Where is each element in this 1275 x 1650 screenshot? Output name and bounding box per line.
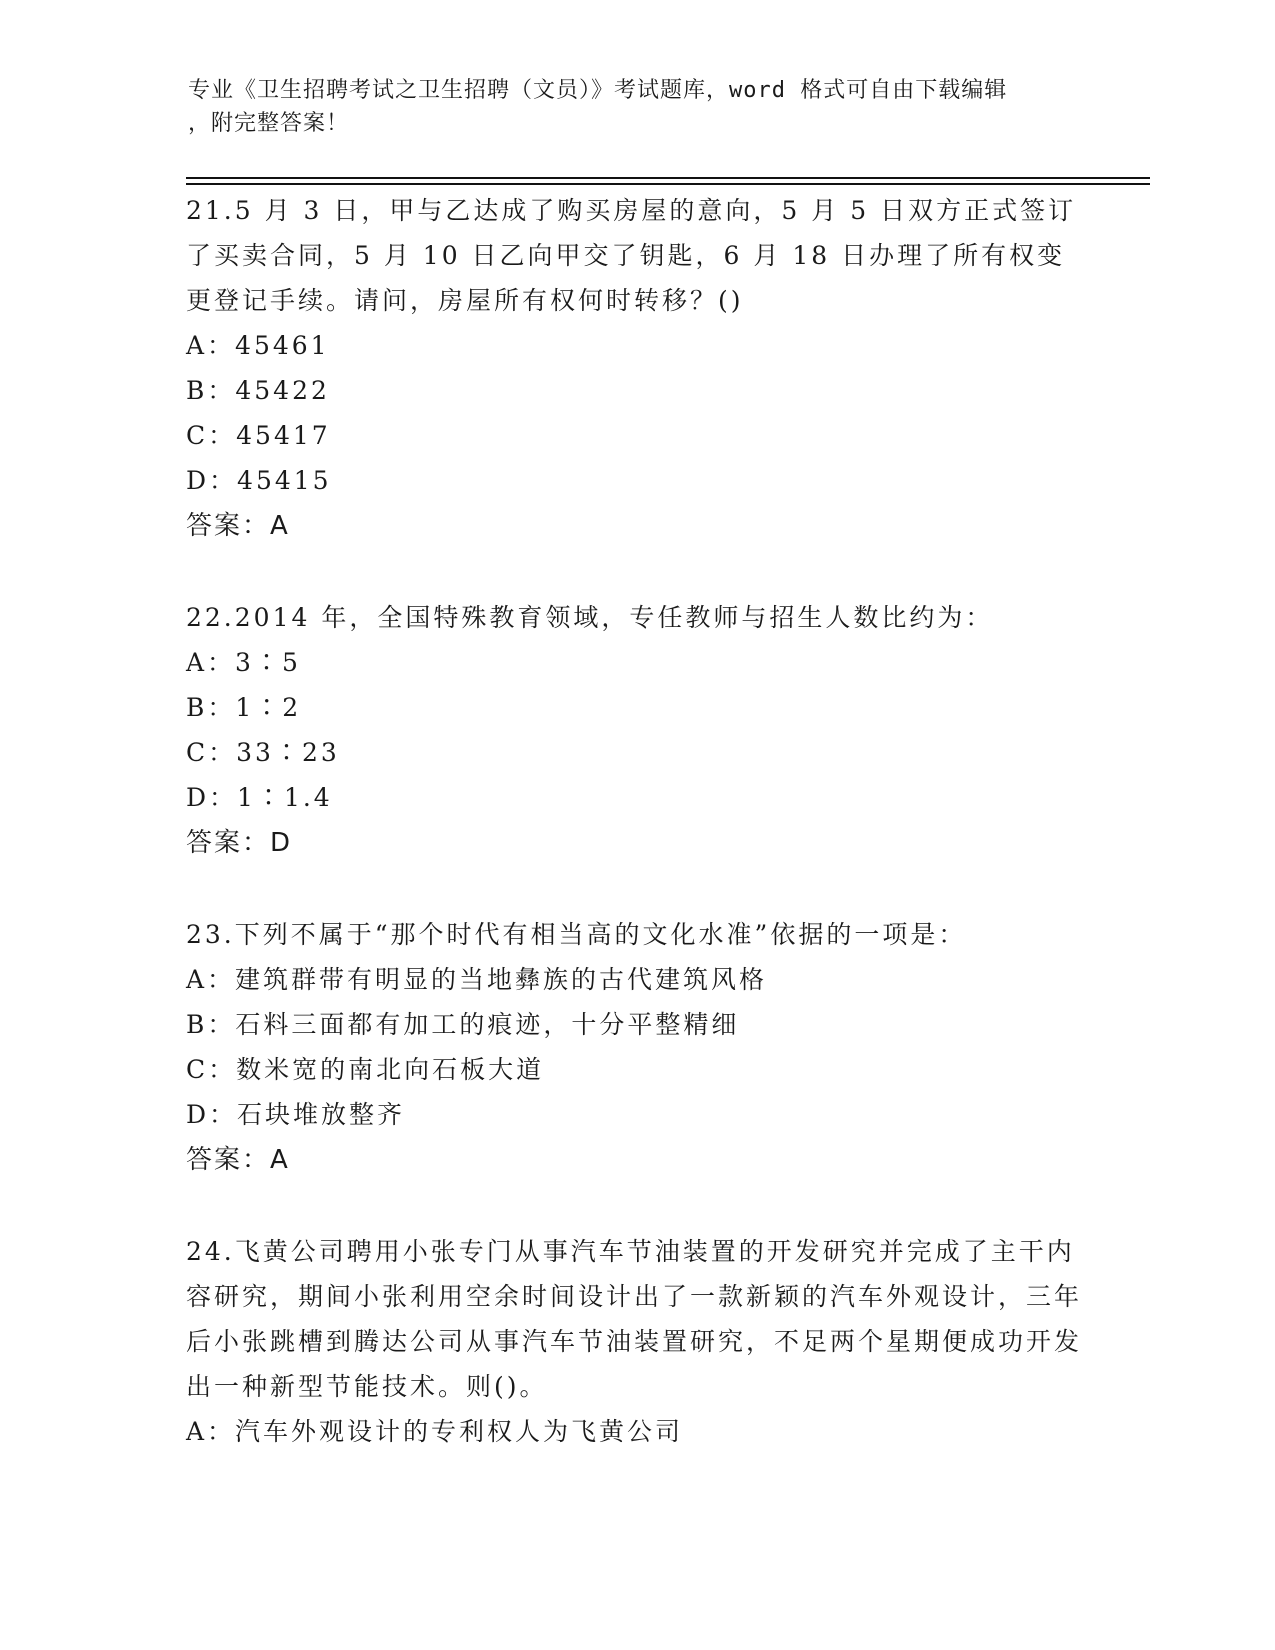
spacer — [186, 1183, 1086, 1229]
option-c: C：45417 — [186, 421, 331, 450]
question-stem: 21.5 月 3 日，甲与乙达成了购买房屋的意向，5 月 5 日双方正式签订了买卖合同，5 月 10 日乙向甲交了钥匙，6 月 18 日办理了所有权变更登记手续。请问，房屋所有权何时转移？() — [186, 196, 1077, 315]
header-divider-top — [186, 177, 1150, 179]
question-list — [186, 188, 1086, 1454]
question-stem: 22.2014 年，全国特殊教育领域，专任教师与招生人数比约为： — [186, 603, 994, 632]
option-a: A：3∶5 — [186, 648, 301, 677]
spacer — [186, 866, 1086, 912]
option-d: D：1∶1.4 — [186, 783, 333, 812]
question-21 — [186, 188, 1086, 549]
option-c: C：数米宽的南北向石板大道 — [186, 1055, 545, 1084]
option-a: A：45461 — [186, 331, 330, 360]
question-stem: 23.下列不属于“那个时代有相当高的文化水准”依据的一项是： — [186, 920, 967, 949]
option-d: D：石块堆放整齐 — [186, 1100, 406, 1129]
option-a: A：建筑群带有明显的当地彝族的古代建筑风格 — [186, 965, 768, 994]
answer-line: 答案：A — [186, 1145, 290, 1175]
header-line-2: ，附完整答案！ — [188, 111, 350, 136]
answer-line: 答案：A — [186, 511, 290, 541]
question-24 — [186, 1229, 1086, 1454]
question-23 — [186, 912, 1086, 1183]
option-c: C：33∶23 — [186, 738, 340, 767]
option-b: B：1∶2 — [186, 693, 302, 722]
header-divider-bottom — [186, 183, 1150, 185]
header-line-1: 专业《卫生招聘考试之卫生招聘（文员）》考试题库，word 格式可自由下载编辑 — [188, 78, 1008, 103]
question-22 — [186, 595, 1086, 866]
option-a: A：汽车外观设计的专利权人为飞黄公司 — [186, 1417, 684, 1446]
document-header — [188, 74, 1068, 140]
option-b: B：石料三面都有加工的痕迹，十分平整精细 — [186, 1010, 740, 1039]
option-b: B：45422 — [186, 376, 330, 405]
option-d: D：45415 — [186, 466, 332, 495]
spacer — [186, 549, 1086, 595]
question-stem: 24.飞黄公司聘用小张专门从事汽车节油装置的开发研究并完成了主干内容研究，期间小张利用空余时间设计出了一款新颖的汽车外观设计，三年后小张跳槽到腾达公司从事汽车节油装置研究，不足两个星期便成功开发出一种新型节能技术。则()。 — [186, 1237, 1083, 1401]
answer-line: 答案：D — [186, 828, 293, 858]
